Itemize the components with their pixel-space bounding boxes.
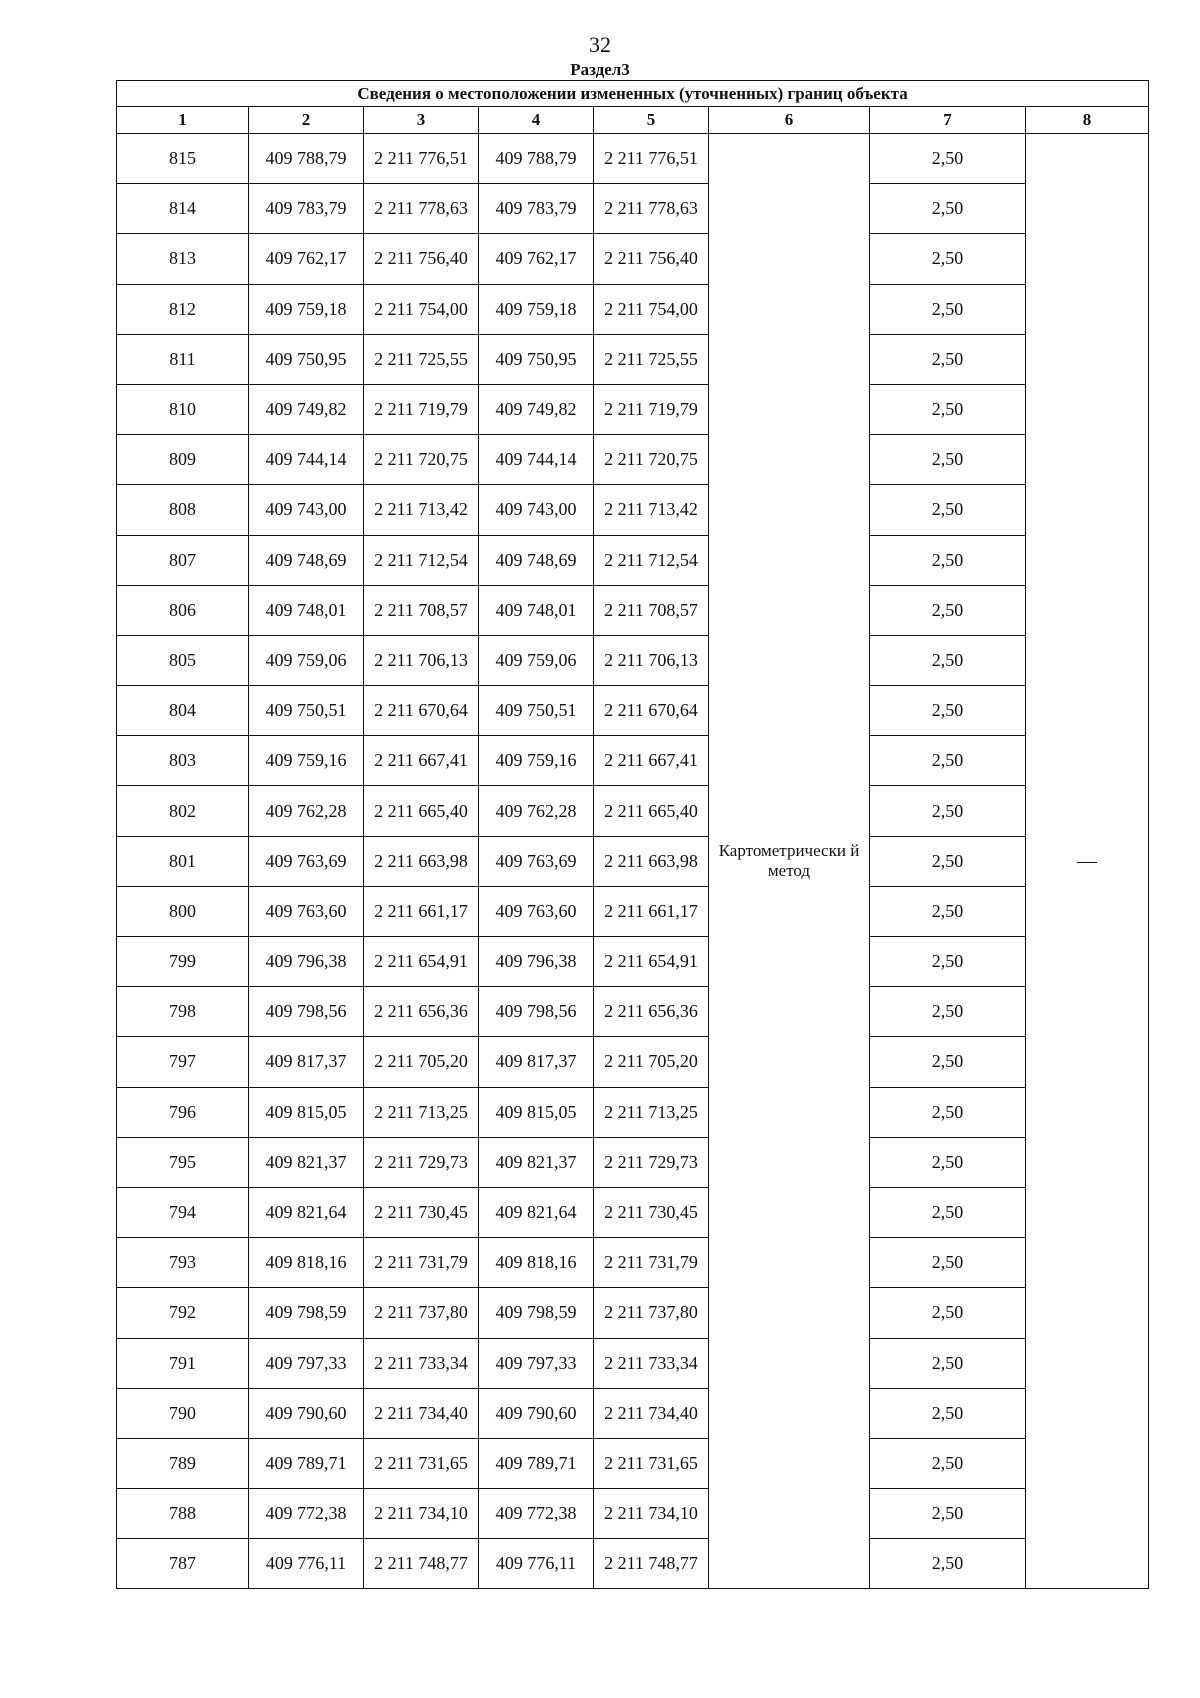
precision-cell: 2,50: [870, 1137, 1026, 1187]
x-coordinate-cell: 409 748,69: [479, 535, 594, 585]
x-coordinate-cell: 409 762,28: [249, 786, 364, 836]
x-coordinate-cell: 409 763,69: [479, 836, 594, 886]
table-row: [117, 1489, 1149, 1539]
y-coordinate-cell: 2 211 778,63: [364, 184, 479, 234]
point-number-cell: 795: [117, 1137, 249, 1187]
x-coordinate-cell: 409 790,60: [479, 1388, 594, 1438]
x-coordinate-cell: 409 798,59: [479, 1288, 594, 1338]
y-coordinate-cell: 2 211 734,40: [364, 1388, 479, 1438]
point-number-cell: 794: [117, 1187, 249, 1237]
y-coordinate-cell: 2 211 661,17: [594, 886, 709, 936]
x-coordinate-cell: 409 798,56: [249, 987, 364, 1037]
y-coordinate-cell: 2 211 737,80: [594, 1288, 709, 1338]
y-coordinate-cell: 2 211 656,36: [364, 987, 479, 1037]
y-coordinate-cell: 2 211 663,98: [594, 836, 709, 886]
precision-cell: 2,50: [870, 1087, 1026, 1137]
y-coordinate-cell: 2 211 729,73: [364, 1137, 479, 1187]
y-coordinate-cell: 2 211 713,25: [594, 1087, 709, 1137]
x-coordinate-cell: 409 750,95: [479, 334, 594, 384]
precision-cell: 2,50: [870, 1388, 1026, 1438]
x-coordinate-cell: 409 762,17: [479, 234, 594, 284]
precision-cell: 2,50: [870, 736, 1026, 786]
x-coordinate-cell: 409 759,06: [249, 635, 364, 685]
point-number-cell: 812: [117, 284, 249, 334]
y-coordinate-cell: 2 211 729,73: [594, 1137, 709, 1187]
table-row: [117, 937, 1149, 987]
y-coordinate-cell: 2 211 778,63: [594, 184, 709, 234]
column-header: 3: [364, 107, 479, 134]
point-number-cell: 808: [117, 485, 249, 535]
x-coordinate-cell: 409 762,17: [249, 234, 364, 284]
x-coordinate-cell: 409 821,37: [249, 1137, 364, 1187]
y-coordinate-cell: 2 211 706,13: [594, 635, 709, 685]
x-coordinate-cell: 409 759,16: [479, 736, 594, 786]
precision-cell: 2,50: [870, 1187, 1026, 1237]
x-coordinate-cell: 409 749,82: [479, 384, 594, 434]
method-cell: Картометрически й метод: [709, 134, 870, 1589]
table-row: [117, 635, 1149, 685]
y-coordinate-cell: 2 211 734,10: [364, 1489, 479, 1539]
precision-cell: 2,50: [870, 585, 1026, 635]
point-number-cell: 813: [117, 234, 249, 284]
x-coordinate-cell: 409 776,11: [249, 1539, 364, 1589]
point-number-cell: 799: [117, 937, 249, 987]
table-row: [117, 435, 1149, 485]
table-row: [117, 1438, 1149, 1488]
table-row: [117, 1238, 1149, 1288]
point-number-cell: 796: [117, 1087, 249, 1137]
precision-cell: 2,50: [870, 686, 1026, 736]
y-coordinate-cell: 2 211 667,41: [594, 736, 709, 786]
column-header: 7: [870, 107, 1026, 134]
y-coordinate-cell: 2 211 665,40: [594, 786, 709, 836]
note-cell: —: [1026, 134, 1149, 1589]
y-coordinate-cell: 2 211 713,42: [594, 485, 709, 535]
y-coordinate-cell: 2 211 720,75: [364, 435, 479, 485]
precision-cell: 2,50: [870, 987, 1026, 1037]
x-coordinate-cell: 409 817,37: [479, 1037, 594, 1087]
x-coordinate-cell: 409 748,01: [479, 585, 594, 635]
x-coordinate-cell: 409 788,79: [249, 134, 364, 184]
y-coordinate-cell: 2 211 731,65: [594, 1438, 709, 1488]
precision-cell: 2,50: [870, 234, 1026, 284]
table-row: [117, 535, 1149, 585]
point-number-cell: 798: [117, 987, 249, 1037]
table-row: [117, 1087, 1149, 1137]
table-row: [117, 1288, 1149, 1338]
y-coordinate-cell: 2 211 670,64: [594, 686, 709, 736]
x-coordinate-cell: 409 750,51: [249, 686, 364, 736]
column-header: 6: [709, 107, 870, 134]
x-coordinate-cell: 409 797,33: [479, 1338, 594, 1388]
precision-cell: 2,50: [870, 134, 1026, 184]
x-coordinate-cell: 409 750,95: [249, 334, 364, 384]
y-coordinate-cell: 2 211 667,41: [364, 736, 479, 786]
table-row: [117, 1137, 1149, 1187]
precision-cell: 2,50: [870, 786, 1026, 836]
y-coordinate-cell: 2 211 725,55: [594, 334, 709, 384]
x-coordinate-cell: 409 759,18: [479, 284, 594, 334]
point-number-cell: 806: [117, 585, 249, 635]
table-row: [117, 1388, 1149, 1438]
x-coordinate-cell: 409 744,14: [479, 435, 594, 485]
precision-cell: 2,50: [870, 284, 1026, 334]
table-row: [117, 736, 1149, 786]
point-number-cell: 789: [117, 1438, 249, 1488]
x-coordinate-cell: 409 789,71: [479, 1438, 594, 1488]
x-coordinate-cell: 409 821,64: [249, 1187, 364, 1237]
y-coordinate-cell: 2 211 734,10: [594, 1489, 709, 1539]
table-row: [117, 384, 1149, 434]
x-coordinate-cell: 409 797,33: [249, 1338, 364, 1388]
y-coordinate-cell: 2 211 756,40: [594, 234, 709, 284]
y-coordinate-cell: 2 211 656,36: [594, 987, 709, 1037]
x-coordinate-cell: 409 749,82: [249, 384, 364, 434]
precision-cell: 2,50: [870, 635, 1026, 685]
x-coordinate-cell: 409 743,00: [479, 485, 594, 535]
precision-cell: 2,50: [870, 937, 1026, 987]
y-coordinate-cell: 2 211 776,51: [364, 134, 479, 184]
table-row: [117, 184, 1149, 234]
table-row: [117, 786, 1149, 836]
table-body: [117, 134, 1149, 1589]
page-number: 32: [589, 32, 611, 57]
y-coordinate-cell: 2 211 713,42: [364, 485, 479, 535]
point-number-cell: 807: [117, 535, 249, 585]
table-row: [117, 1338, 1149, 1388]
point-number-cell: 792: [117, 1288, 249, 1338]
x-coordinate-cell: 409 759,16: [249, 736, 364, 786]
point-number-cell: 787: [117, 1539, 249, 1589]
x-coordinate-cell: 409 798,56: [479, 987, 594, 1037]
y-coordinate-cell: 2 211 725,55: [364, 334, 479, 384]
point-number-cell: 791: [117, 1338, 249, 1388]
y-coordinate-cell: 2 211 654,91: [594, 937, 709, 987]
precision-cell: 2,50: [870, 1238, 1026, 1288]
x-coordinate-cell: 409 821,37: [479, 1137, 594, 1187]
table-row: [117, 987, 1149, 1037]
y-coordinate-cell: 2 211 748,77: [364, 1539, 479, 1589]
precision-cell: 2,50: [870, 1438, 1026, 1488]
point-number-cell: 805: [117, 635, 249, 685]
x-coordinate-cell: 409 763,60: [249, 886, 364, 936]
column-header: 8: [1026, 107, 1149, 134]
x-coordinate-cell: 409 796,38: [249, 937, 364, 987]
x-coordinate-cell: 409 783,79: [249, 184, 364, 234]
table-row: [117, 134, 1149, 184]
precision-cell: 2,50: [870, 1489, 1026, 1539]
table-row: [117, 284, 1149, 334]
x-coordinate-cell: 409 788,79: [479, 134, 594, 184]
x-coordinate-cell: 409 763,69: [249, 836, 364, 886]
y-coordinate-cell: 2 211 712,54: [364, 535, 479, 585]
y-coordinate-cell: 2 211 719,79: [364, 384, 479, 434]
column-header: 1: [117, 107, 249, 134]
y-coordinate-cell: 2 211 730,45: [594, 1187, 709, 1237]
y-coordinate-cell: 2 211 712,54: [594, 535, 709, 585]
x-coordinate-cell: 409 821,64: [479, 1187, 594, 1237]
precision-cell: 2,50: [870, 334, 1026, 384]
y-coordinate-cell: 2 211 733,34: [594, 1338, 709, 1388]
y-coordinate-cell: 2 211 705,20: [594, 1037, 709, 1087]
x-coordinate-cell: 409 743,00: [249, 485, 364, 535]
y-coordinate-cell: 2 211 708,57: [594, 585, 709, 635]
precision-cell: 2,50: [870, 184, 1026, 234]
precision-cell: 2,50: [870, 1037, 1026, 1087]
point-number-cell: 810: [117, 384, 249, 434]
x-coordinate-cell: 409 772,38: [249, 1489, 364, 1539]
x-coordinate-cell: 409 798,59: [249, 1288, 364, 1338]
point-number-cell: 793: [117, 1238, 249, 1288]
point-number-cell: 788: [117, 1489, 249, 1539]
column-header: 4: [479, 107, 594, 134]
y-coordinate-cell: 2 211 665,40: [364, 786, 479, 836]
x-coordinate-cell: 409 748,01: [249, 585, 364, 635]
point-number-cell: 797: [117, 1037, 249, 1087]
table-row: [117, 234, 1149, 284]
x-coordinate-cell: 409 748,69: [249, 535, 364, 585]
table-row: [117, 485, 1149, 535]
x-coordinate-cell: 409 759,18: [249, 284, 364, 334]
y-coordinate-cell: 2 211 737,80: [364, 1288, 479, 1338]
precision-cell: 2,50: [870, 886, 1026, 936]
x-coordinate-cell: 409 744,14: [249, 435, 364, 485]
point-number-cell: 803: [117, 736, 249, 786]
precision-cell: 2,50: [870, 485, 1026, 535]
y-coordinate-cell: 2 211 776,51: [594, 134, 709, 184]
y-coordinate-cell: 2 211 654,91: [364, 937, 479, 987]
table-caption: Сведения о местоположении измененных (уточненных) границ объекта: [117, 81, 1149, 107]
precision-cell: 2,50: [870, 535, 1026, 585]
table-row: [117, 886, 1149, 936]
x-coordinate-cell: 409 776,11: [479, 1539, 594, 1589]
y-coordinate-cell: 2 211 754,00: [594, 284, 709, 334]
x-coordinate-cell: 409 763,60: [479, 886, 594, 936]
x-coordinate-cell: 409 796,38: [479, 937, 594, 987]
y-coordinate-cell: 2 211 720,75: [594, 435, 709, 485]
y-coordinate-cell: 2 211 708,57: [364, 585, 479, 635]
y-coordinate-cell: 2 211 705,20: [364, 1037, 479, 1087]
y-coordinate-cell: 2 211 670,64: [364, 686, 479, 736]
table-row: [117, 1187, 1149, 1237]
x-coordinate-cell: 409 783,79: [479, 184, 594, 234]
y-coordinate-cell: 2 211 734,40: [594, 1388, 709, 1438]
point-number-cell: 811: [117, 334, 249, 384]
x-coordinate-cell: 409 818,16: [479, 1238, 594, 1288]
column-header: 5: [594, 107, 709, 134]
y-coordinate-cell: 2 211 663,98: [364, 836, 479, 886]
table-row: [117, 585, 1149, 635]
x-coordinate-cell: 409 762,28: [479, 786, 594, 836]
y-coordinate-cell: 2 211 730,45: [364, 1187, 479, 1237]
table-row: [117, 686, 1149, 736]
y-coordinate-cell: 2 211 731,79: [594, 1238, 709, 1288]
y-coordinate-cell: 2 211 713,25: [364, 1087, 479, 1137]
x-coordinate-cell: 409 817,37: [249, 1037, 364, 1087]
table-row: [117, 334, 1149, 384]
point-number-cell: 804: [117, 686, 249, 736]
table-row: [117, 836, 1149, 886]
y-coordinate-cell: 2 211 706,13: [364, 635, 479, 685]
y-coordinate-cell: 2 211 661,17: [364, 886, 479, 936]
column-header-row: [117, 107, 1149, 134]
point-number-cell: 800: [117, 886, 249, 936]
x-coordinate-cell: 409 789,71: [249, 1438, 364, 1488]
point-number-cell: 809: [117, 435, 249, 485]
y-coordinate-cell: 2 211 731,65: [364, 1438, 479, 1488]
x-coordinate-cell: 409 815,05: [249, 1087, 364, 1137]
precision-cell: 2,50: [870, 1338, 1026, 1388]
x-coordinate-cell: 409 815,05: [479, 1087, 594, 1137]
point-number-cell: 802: [117, 786, 249, 836]
point-number-cell: 814: [117, 184, 249, 234]
coordinates-table: [116, 80, 1149, 1589]
point-number-cell: 815: [117, 134, 249, 184]
table-row: [117, 1037, 1149, 1087]
column-header: 2: [249, 107, 364, 134]
y-coordinate-cell: 2 211 754,00: [364, 284, 479, 334]
precision-cell: 2,50: [870, 1539, 1026, 1589]
x-coordinate-cell: 409 818,16: [249, 1238, 364, 1288]
x-coordinate-cell: 409 772,38: [479, 1489, 594, 1539]
point-number-cell: 801: [117, 836, 249, 886]
y-coordinate-cell: 2 211 748,77: [594, 1539, 709, 1589]
y-coordinate-cell: 2 211 756,40: [364, 234, 479, 284]
section-title: Раздел3: [570, 60, 630, 79]
x-coordinate-cell: 409 759,06: [479, 635, 594, 685]
y-coordinate-cell: 2 211 731,79: [364, 1238, 479, 1288]
y-coordinate-cell: 2 211 733,34: [364, 1338, 479, 1388]
point-number-cell: 790: [117, 1388, 249, 1438]
x-coordinate-cell: 409 790,60: [249, 1388, 364, 1438]
table-row: [117, 1539, 1149, 1589]
precision-cell: 2,50: [870, 836, 1026, 886]
x-coordinate-cell: 409 750,51: [479, 686, 594, 736]
precision-cell: 2,50: [870, 435, 1026, 485]
precision-cell: 2,50: [870, 384, 1026, 434]
precision-cell: 2,50: [870, 1288, 1026, 1338]
y-coordinate-cell: 2 211 719,79: [594, 384, 709, 434]
